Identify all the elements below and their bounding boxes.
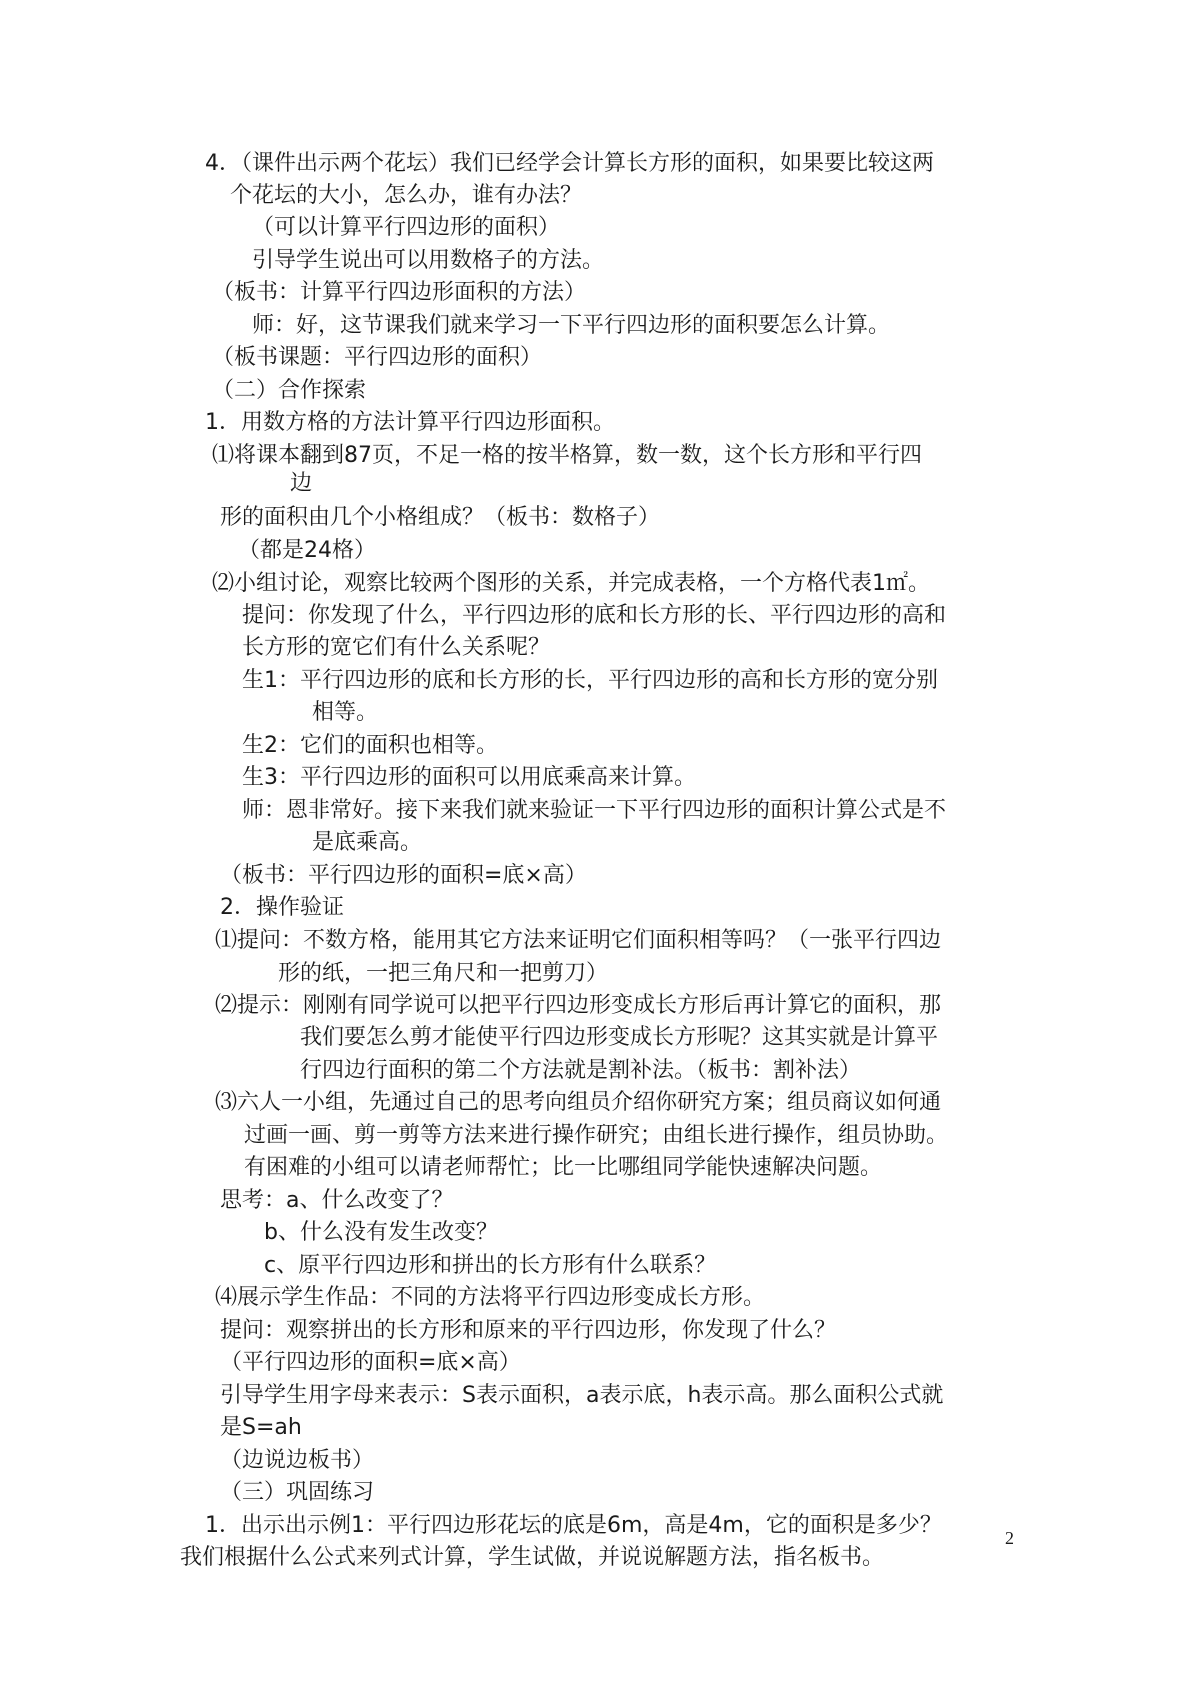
text-line: 师：恩非常好。接下来我们就来验证一下平行四边形的面积计算公式是不	[242, 798, 947, 823]
text-line: 生1：平行四边形的底和长方形的长，平行四边形的高和长方形的宽分别	[242, 668, 938, 693]
text-line: ⑵提示：刚刚有同学说可以把平行四边形变成长方形后再计算它的面积，那	[215, 993, 942, 1018]
text-line: ⑷展示学生作品：不同的方法将平行四边形变成长方形。	[215, 1285, 766, 1310]
text-line: 1．用数方格的方法计算平行四边形面积。	[205, 410, 615, 435]
text-line: 形的纸，一把三角尺和一把剪刀）	[278, 961, 609, 986]
text-line: （可以计算平行四边形的面积）	[252, 215, 561, 240]
page-number: 2	[1005, 1528, 1014, 1548]
text-line: （都是24格）	[238, 538, 376, 563]
text-line: b、什么没有发生改变？	[264, 1220, 498, 1245]
text-line: 我们根据什么公式来列式计算，学生试做，并说说解题方法，指名板书。	[180, 1545, 885, 1570]
text-line: 师：好，这节课我们就来学习一下平行四边形的面积要怎么计算。	[252, 313, 891, 338]
text-line: 是底乘高。	[312, 830, 423, 855]
text-line: 思考：a、什么改变了？	[220, 1188, 454, 1213]
text-line: 生3：平行四边形的面积可以用底乘高来计算。	[242, 765, 696, 790]
text-line: ⑵小组讨论，观察比较两个图形的关系，并完成表格，一个方格代表1㎡。	[212, 571, 930, 596]
section-heading: （三）巩固练习	[220, 1480, 375, 1505]
text-line: c、原平行四边形和拼出的长方形有什么联系？	[264, 1253, 717, 1278]
text-line: （边说边板书）	[220, 1448, 375, 1473]
section-heading: 2．操作验证	[220, 895, 344, 920]
text-line: （平行四边形的面积=底×高）	[220, 1350, 521, 1375]
text-line: 提问：观察拼出的长方形和原来的平行四边形，你发现了什么？	[220, 1318, 837, 1343]
text-line: 引导学生用字母来表示：S表示面积，a表示底，h表示高。那么面积公式就	[220, 1383, 944, 1408]
text-line: ⑴将课本翻到87页，不足一格的按半格算，数一数，这个长方形和平行四	[212, 443, 922, 468]
text-line: 有困难的小组可以请老师帮忙；比一比哪组同学能快速解决问题。	[244, 1155, 883, 1180]
text-line: 形的面积由几个小格组成？（板书：数格子）	[220, 505, 661, 530]
text-line: 边	[290, 471, 313, 496]
text-line: ⑴提问：不数方格，能用其它方法来证明它们面积相等吗？（一张平行四边	[215, 928, 942, 953]
text-line: 长方形的宽它们有什么关系呢？	[242, 635, 551, 660]
text-line: （板书课题：平行四边形的面积）	[212, 345, 543, 370]
text-line: 生2：它们的面积也相等。	[242, 733, 498, 758]
text-line: （板书：平行四边形的面积=底×高）	[220, 863, 587, 888]
text-line: 1．出示出示例1：平行四边形花坛的底是6m，高是4m，它的面积是多少？	[205, 1513, 942, 1538]
text-line: 我们要怎么剪才能使平行四边形变成长方形呢？这其实就是计算平	[300, 1025, 939, 1050]
section-heading: （二）合作探索	[212, 378, 367, 403]
text-line: 提问：你发现了什么，平行四边形的底和长方形的长、平行四边形的高和	[242, 603, 947, 628]
text-line: （板书：计算平行四边形面积的方法）	[212, 280, 587, 305]
text-line: 引导学生说出可以用数格子的方法。	[252, 248, 605, 273]
text-line: 相等。	[312, 700, 379, 725]
text-line: 4．（课件出示两个花坛）我们已经学会计算长方形的面积，如果要比较这两	[205, 151, 934, 176]
text-line: 行四边行面积的第二个方法就是割补法。（板书：割补法）	[300, 1058, 862, 1083]
text-line: 个花坛的大小，怎么办，谁有办法？	[230, 183, 583, 208]
text-line: ⑶六人一小组，先通过自己的思考向组员介绍你研究方案；组员商议如何通	[215, 1090, 942, 1115]
text-line: 是S=ah	[220, 1415, 302, 1440]
text-line: 过画一画、剪一剪等方法来进行操作研究；由组长进行操作，组员协助。	[244, 1123, 949, 1148]
